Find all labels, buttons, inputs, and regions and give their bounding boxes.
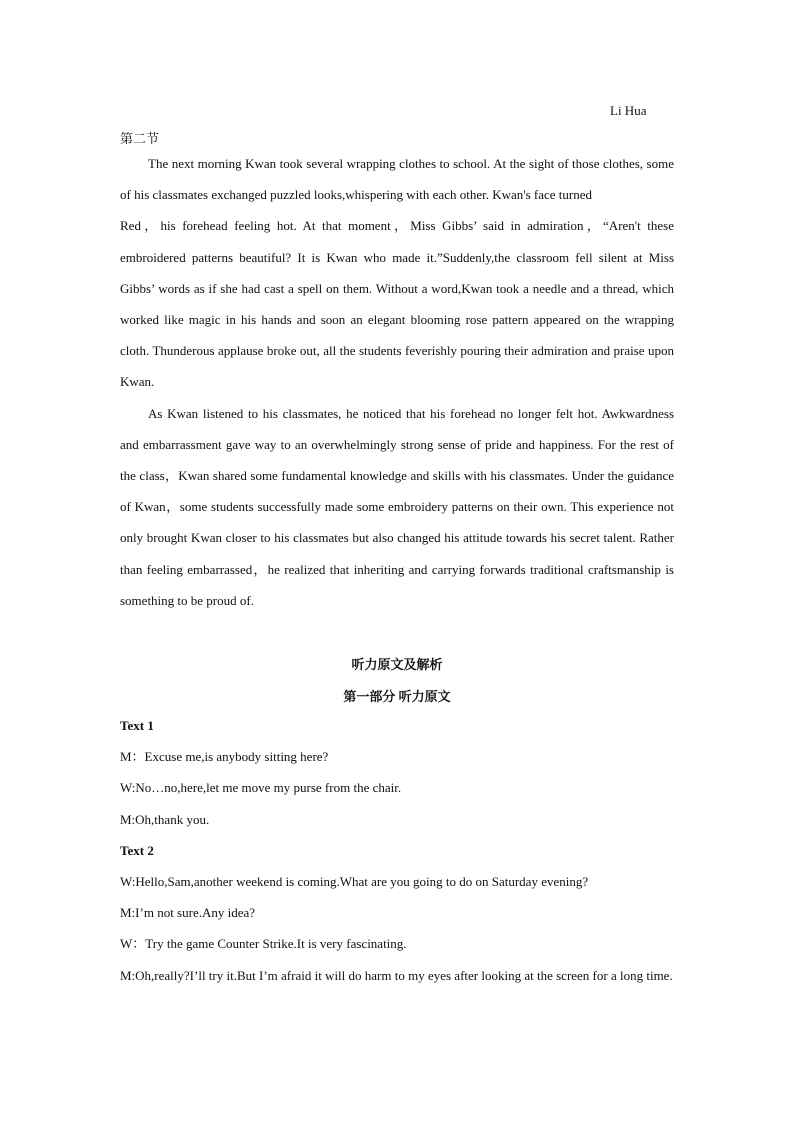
text1-line: M:Oh,thank you. — [120, 811, 210, 827]
heading-part-one: 第一部分 听力原文 — [343, 689, 451, 704]
text1-line: W:No…no,here,let me move my purse from the chair. — [120, 780, 402, 796]
paragraph-2: Red，his forehead feeling hot. At that moment，Miss Gibbs’ said in admiration，“Aren't these embroidered patterns beautiful? It is Kwan who made it.”Suddenly,the classroom fell silent at Miss Gibbs’ words as if she had cast a spell on them. Without a word,Kwan took a needle and a thread, which worked like magic in his hands and soon an elegant blooming rose pattern appeared on the wrapping cloth. Thunderous applause broke out, all the students feverishly pouring their admiration and praise upon Kwan. — [120, 218, 674, 390]
text1-label: Text 1 — [120, 718, 154, 733]
essay-body — [120, 148, 674, 616]
text2-label: Text 2 — [120, 842, 154, 858]
text2-line: M:I’m not sure.Any idea? — [120, 905, 256, 921]
signature: Li Hua — [610, 103, 647, 118]
heading-transcript: 听力原文及解析 — [351, 657, 443, 672]
text1-line: M：Excuse me,is anybody sitting here? — [120, 749, 329, 765]
transcript — [120, 710, 674, 991]
text2-line: W：Try the game Counter Strike.It is very fascinating. — [120, 936, 407, 952]
paragraph-1: The next morning Kwan took several wrapping clothes to school. At the sight of those clothes, some of his classmates exchanged puzzled looks,whispering with each other. Kwan's face turned — [120, 156, 674, 203]
section-label: 第二节 — [120, 131, 160, 146]
text2-line: W:Hello,Sam,another weekend is coming.What are you going to do on Saturday evening? — [120, 874, 589, 890]
paragraph-3: As Kwan listened to his classmates, he noticed that his forehead no longer felt hot. Awkwardness and embarrassment gave way to an overwhelmingly strong sense of pride and happiness. For the rest of the class，Kwan shared some fundamental knowledge and skills with his classmates. Under the guidance of Kwan，some students successfully made some embroidery patterns on their own. This experience not only brought Kwan closer to his classmates but also changed his attitude towards his secret talent. Rather than feeling embarrassed，he realized that inheriting and carrying forwards traditional craftsmanship is something to be proud of. — [120, 405, 674, 608]
text2-line: M:Oh,really?I’ll try it.But I’m afraid it will do harm to my eyes after looking at the screen for a long time. — [120, 967, 673, 983]
